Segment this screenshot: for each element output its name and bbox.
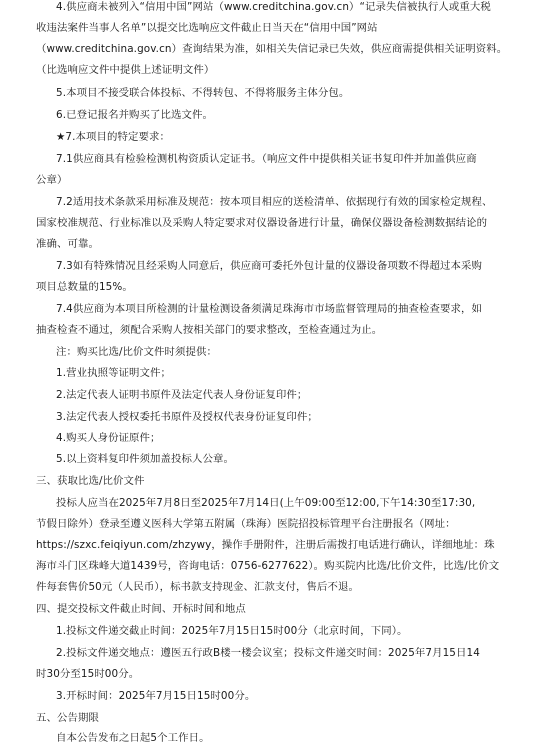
- paragraph-7-3-line-2: 项目总数量的15%。: [36, 281, 133, 293]
- note-item-1: 1.营业执照等证明文件；: [56, 367, 172, 379]
- paragraph-4-line-4: （比选响应文件中提供上述证明文件）: [36, 64, 215, 76]
- paragraph-4-line-3: （www.creditchina.gov.cn）查询结果为准，如相关失信记录已失效，供应商需提供相关证明资料。: [36, 43, 508, 55]
- section-3-line-2: 节假日除外）登录至遵义医科大学第五附属（珠海）医院招投标管理平台注册报名（网址：: [36, 518, 456, 530]
- section-3-line-1: 投标人应当在2025年7月8日至2025年7月14日(上午09:00至12:00,下午14:30至17:30,: [56, 497, 476, 509]
- paragraph-7-3-line-1: 7.3如有特殊情况且经采购人同意后，供应商可委托外包计量的仪器设备项数不得超过本采购: [56, 260, 482, 272]
- paragraph-6: 6.已登记报名并购买了比选文件。: [56, 109, 213, 121]
- section-3-line-3: https://szxc.feiqiyun.com/zhzywy，操作手册附件，注册后需拨打电话进行确认，详细地址：珠: [36, 539, 495, 551]
- section-3-line-5: 件每套售价50元（人民币），标书款支持现金、汇款支付，售后不退。: [36, 581, 359, 593]
- note-item-3: 3.法定代表人授权委托书原件及授权代表身份证复印件；: [56, 411, 318, 423]
- paragraph-7-1-line-1: 7.1供应商具有检验检测机构资质认定证书。（响应文件中提供相关证书复印件并加盖供应商: [56, 153, 477, 165]
- section-4-item-2-line-2: 时30分至15时00分。: [36, 668, 140, 680]
- paragraph-7-1-line-2: 公章）: [36, 174, 68, 186]
- paragraph-7-2-line-1: 7.2适用技术条款采用标准及规范：按本项目相应的送检清单、依据现行有效的国家检定规程、: [56, 196, 493, 208]
- note-item-4: 4.购买人身份证原件；: [56, 432, 161, 444]
- section-5-heading: 五、公告期限: [36, 712, 99, 724]
- section-5-text: 自本公告发布之日起5个工作日。: [56, 732, 210, 744]
- paragraph-4-line-2: 收违法案件当事人名单”以提交比选响应文件截止日当天在“信用中国”网站: [36, 22, 378, 34]
- paragraph-4-line-1: 4.供应商未被列入“信用中国”网站（www.creditchina.gov.cn）“记录失信被执行人或重大税: [56, 1, 491, 13]
- section-4-item-1: 1.投标文件递交截止时间：2025年7月15日15时00分（北京时间，下同）。: [56, 625, 408, 637]
- paragraph-7-4-line-1: 7.4供应商为本项目所检测的计量检测设备须满足珠海市市场监督管理局的抽查检查要求，如: [56, 303, 482, 315]
- section-3-line-4: 海市斗门区珠峰大道1439号，咨询电话：0756-6277622）。购买院内比选/比价文件，比选/比价文: [36, 560, 500, 572]
- note-heading: 注：购买比选/比价文件时须提供：: [56, 346, 217, 358]
- paragraph-7-2-line-3: 准确、可靠。: [36, 238, 99, 250]
- section-3-heading: 三、获取比选/比价文件: [36, 475, 145, 487]
- paragraph-5: 5.本项目不接受联合体投标、不得转包、不得将服务主体分包。: [56, 87, 350, 99]
- section-4-item-2-line-1: 2.投标文件递交地点：遵医五行政B楼一楼会议室；投标文件递交时间：2025年7月15日14: [56, 647, 480, 659]
- paragraph-7-2-line-2: 国家校准规范、行业标准以及采购人特定要求对仪器设备进行计量，确保仪器设备检测数据结论的: [36, 217, 488, 229]
- note-item-2: 2.法定代表人证明书原件及法定代表人身份证复印件；: [56, 389, 308, 401]
- section-4-heading: 四、提交投标文件截止时间、开标时间和地点: [36, 603, 246, 615]
- paragraph-7-heading: ★7.本项目的特定要求：: [56, 131, 170, 143]
- note-item-5: 5.以上资料复印件须加盖投标人公章。: [56, 453, 234, 465]
- section-4-item-3: 3.开标时间：2025年7月15日15时00分。: [56, 690, 256, 702]
- paragraph-7-4-line-2: 抽查检查不通过，须配合采购人按相关部门的要求整改，至检查通过为止。: [36, 324, 383, 336]
